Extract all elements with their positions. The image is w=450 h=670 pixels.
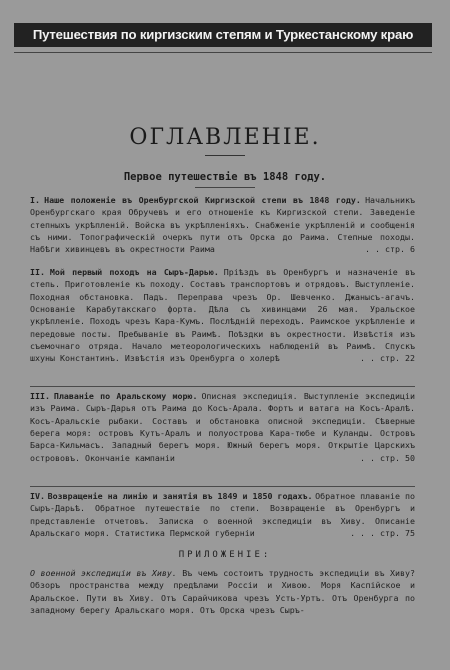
journey-subtitle: Первое путешествіе въ 1848 году. xyxy=(123,171,327,183)
appendix-lead: О военной экспедиціи въ Хиву. xyxy=(30,568,177,578)
section-heading: Наше положеніе въ Оренбургской Киргизской степи въ 1848 году. xyxy=(44,195,361,205)
toc-section-3 xyxy=(30,390,415,464)
section-heading: Мой первый походъ на Сыръ-Дарью. xyxy=(49,267,219,277)
section-divider xyxy=(30,386,415,387)
section-number: III. xyxy=(30,391,50,401)
toc-section-1 xyxy=(30,194,415,256)
banner-rule xyxy=(14,52,432,53)
section-number: I. xyxy=(30,195,40,205)
toc-section-2 xyxy=(30,266,415,365)
appendix-text xyxy=(30,567,415,616)
section-divider xyxy=(30,486,415,487)
section-number: IV. xyxy=(30,491,45,501)
title-ornament xyxy=(205,155,245,156)
section-summary: Пріѣздъ въ Оренбургъ и назначеніе въ степь. Приготовленіе къ походу. Составъ транспортовъ и отрядовъ. Выступленіе. Походная обстановка. Падъ. Переправа чрезъ Ор. Шевченко. Джанысъ-агачъ. Основаніе Карабутакскаго форта. Дѣла съ хивинцами 26 мая. Уральское укрѣпленіе. Походъ чрезъ Кара-Кумъ. Послѣдній переходъ. Раимское укрѣпленіе и передовые посты. Пребываніе въ Раимѣ. Поѣздки въ окрестности. Извѣстія изъ съемочнаго отряда. Начало метеорологическихъ наблюденій въ Раимѣ. Спускъ шхуны Константинъ. Извѣстія изъ Оренбурга о холерѣ xyxy=(30,267,416,364)
page-title: ОГЛАВЛЕНІЕ. xyxy=(129,125,321,150)
book-series-banner: Путешествия по киргизским степям и Туркестанскому краю xyxy=(14,23,432,47)
section-page-ref: . . стр. 22 xyxy=(360,353,415,364)
appendix-title: ПРИЛОЖЕНІЕ: xyxy=(178,550,272,560)
section-heading: Возвращеніе на линію и занятія въ 1849 и 1850 годахъ. xyxy=(47,491,313,501)
section-page-ref: . . . стр. 75 xyxy=(350,528,415,539)
appendix-body: Въ чемъ состоитъ трудность экспедиціи въ Хиву? Обзоръ пространства между предѣлами Россіи и Хивою. Моря Каспійское и Аральское. Пути въ Хиву. Отъ Сарайчикова чрезъ Усть-Уртъ. Отъ Оренбурга по западному берегу Аральскаго моря. Отъ Орска чрезъ Сыръ- xyxy=(30,568,415,615)
subtitle-rule xyxy=(195,187,255,188)
section-summary: Обратное плаваніе по Сыръ-Дарьѣ. Обратное путешествіе по степи. Возвращеніе въ Оренбургъ и представленіе отчетовъ. Записка о военной экспедиціи въ Хиву. Описаніе Аральскаго моря. Статистика Пермской губерніи xyxy=(30,491,416,539)
section-number: II. xyxy=(30,267,45,277)
section-heading: Плаваніе по Аральскому морю. xyxy=(53,391,198,401)
section-page-ref: . . стр. 6 xyxy=(365,244,415,255)
toc-section-4 xyxy=(30,490,415,539)
section-page-ref: . . стр. 50 xyxy=(360,452,415,463)
section-summary: Начальникъ Оренбургскаго края Обручевъ и его отношеніе къ Киргизской степи. Заведеніе степныхъ укрѣпленій. Войска въ укрѣпленіяхъ. Снабженіе укрѣпленій и сообщенія съ ними. Топографическій очеркъ пути отъ Орска до Раима. Степные походы. Набѣги хивинцевъ въ окрестности Раима xyxy=(30,195,416,255)
section-summary: Описная экспедиція. Выступленіе экспедиціи изъ Раима. Сыръ-Дарья отъ Раима до Косъ-Арала. Фортъ и ватага на Косъ-Аралѣ. Косъ-Аральскіе рыбаки. Составъ и обстановка описной экспедиціи. Сѣверные берега моря: островъ Кутъ-Аралъ и полуострова Кара-тюбе и Куланды. Островъ Барса-Кильмасъ. Западный берегъ моря. Южный берегъ моря. Открытіе Царскихъ острововъ. Окончаніе кампаніи xyxy=(30,391,416,463)
